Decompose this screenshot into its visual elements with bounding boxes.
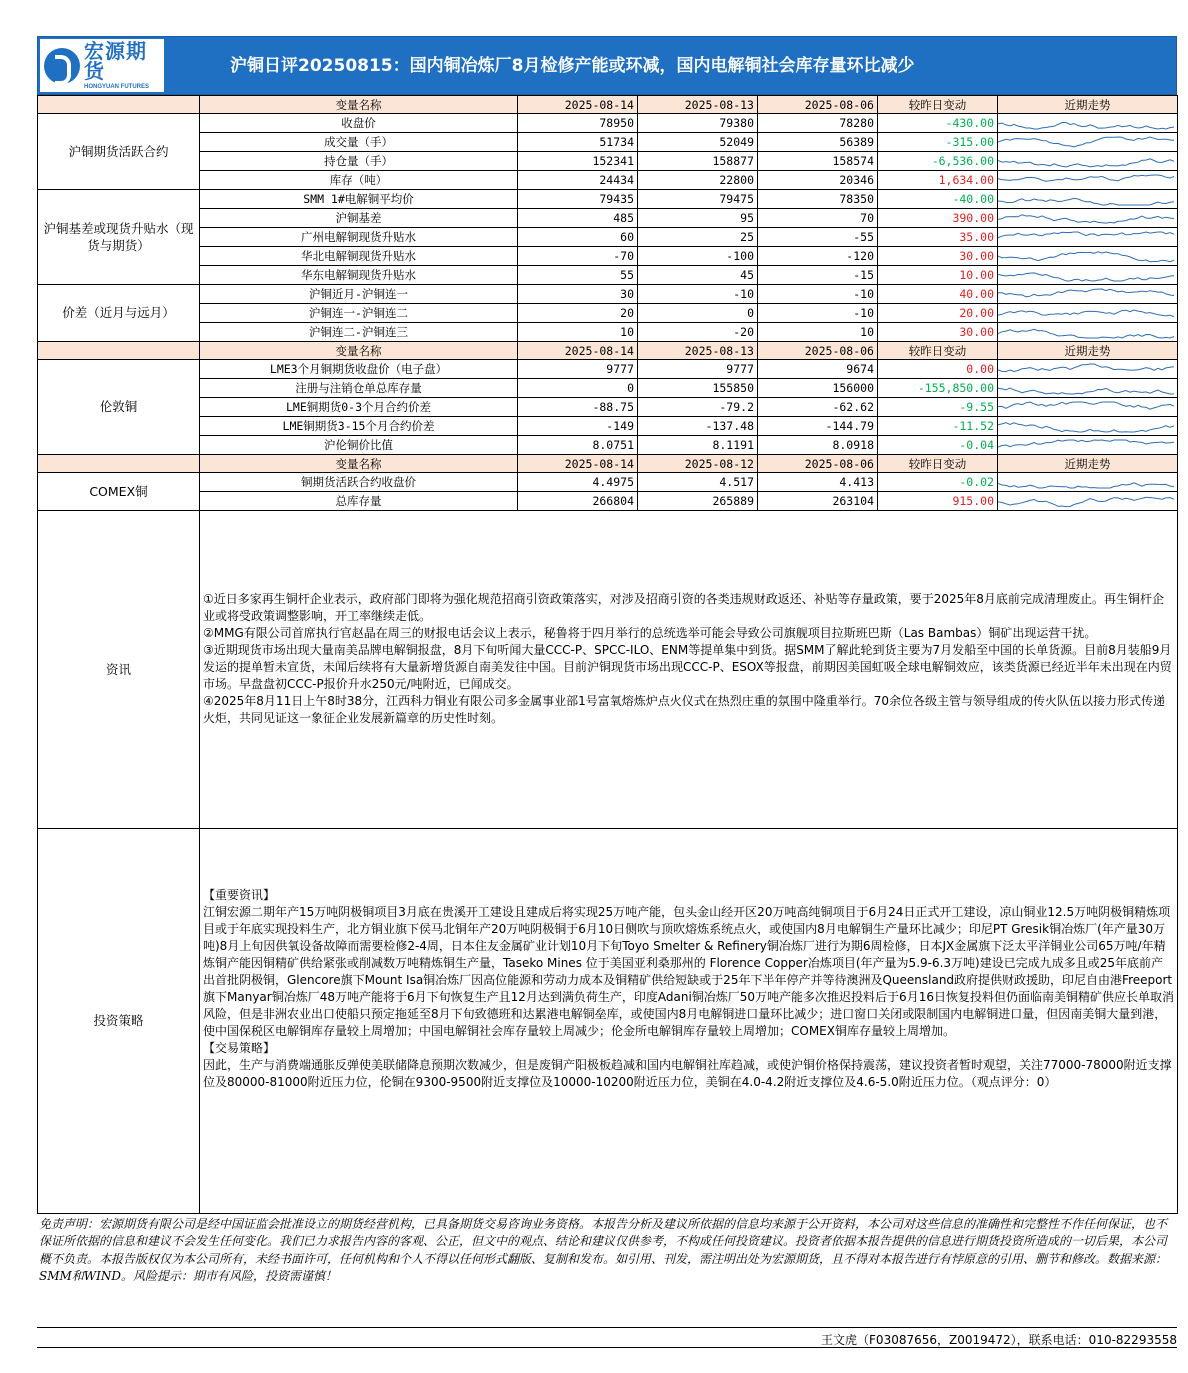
value-cell: 156000 (758, 379, 878, 398)
data-row (38, 152, 1178, 171)
trend-sparkline (998, 134, 1174, 151)
row-category: COMEX铜 (38, 473, 200, 511)
trend-cell (998, 492, 1178, 511)
value-cell: -120 (758, 247, 878, 266)
variable-name: 沪铜连二-沪铜连三 (200, 323, 518, 342)
change-cell: -430.00 (878, 114, 998, 133)
report-header (37, 36, 1177, 95)
data-table (37, 95, 1178, 1214)
variable-name: 沪铜连一-沪铜连二 (200, 304, 518, 323)
strategy-content (200, 829, 1178, 1214)
column-header: 2025-08-14 (518, 342, 638, 360)
logo-mark-icon (44, 48, 80, 84)
data-row (38, 247, 1178, 266)
data-row (38, 360, 1178, 379)
data-row (38, 473, 1178, 492)
company-logo (40, 39, 164, 92)
header-row (38, 342, 1178, 360)
trend-cell (998, 133, 1178, 152)
trend-sparkline (998, 172, 1174, 189)
variable-name: 注册与注销仓单总库存量 (200, 379, 518, 398)
change-cell: -0.02 (878, 473, 998, 492)
report-page (37, 36, 1177, 1348)
row-category: 伦敦铜 (38, 360, 200, 455)
value-cell: 51734 (518, 133, 638, 152)
header-blank (38, 342, 200, 360)
value-cell: 78950 (518, 114, 638, 133)
value-cell: 25 (638, 228, 758, 247)
data-row (38, 209, 1178, 228)
data-row (38, 379, 1178, 398)
column-header: 2025-08-13 (638, 96, 758, 114)
variable-name: LME3个月铜期货收盘价（电子盘） (200, 360, 518, 379)
value-cell: 0 (518, 379, 638, 398)
change-cell: 1,634.00 (878, 171, 998, 190)
data-row (38, 133, 1178, 152)
value-cell: -55 (758, 228, 878, 247)
value-cell: 485 (518, 209, 638, 228)
header-row (38, 96, 1178, 114)
column-header: 2025-08-14 (518, 96, 638, 114)
variable-name: 成交量（手） (200, 133, 518, 152)
news-item: ①近日多家再生铜杆企业表示，政府部门即将为强化规范招商引资政策落实，对涉及招商引资的各类违规财政返还、补贴等存量政策，要于2025年8月底前完成清理废止。再生铜杆企业或将受政策调整影响，开工率继续走低。 (203, 592, 1164, 623)
value-cell: -79.2 (638, 398, 758, 417)
value-cell: 79435 (518, 190, 638, 209)
trend-cell (998, 228, 1178, 247)
trend-sparkline (998, 361, 1174, 378)
value-cell: -137.48 (638, 417, 758, 436)
column-header: 近期走势 (998, 342, 1178, 360)
value-cell: 4.517 (638, 473, 758, 492)
value-cell: 10 (518, 323, 638, 342)
value-cell: 24434 (518, 171, 638, 190)
trend-cell (998, 114, 1178, 133)
news-item: ④2025年8月11日上午8时38分，江西科力铜业有限公司多金属事业部1号富氧熔炼炉点火仪式在热烈庄重的氛围中隆重举行。70余位各级主管与领导组成的传火队伍以接力形式传递火炬，共同见证这一象征企业发展新篇章的历史性时刻。 (203, 694, 1166, 725)
trend-sparkline (998, 191, 1174, 208)
author-contact: 王文虎（F03087656，Z0019472），联系电话：010-82293558 (37, 1328, 1177, 1348)
value-cell: 9777 (638, 360, 758, 379)
trend-sparkline (998, 153, 1174, 170)
variable-name: 收盘价 (200, 114, 518, 133)
value-cell: 263104 (758, 492, 878, 511)
data-row (38, 492, 1178, 511)
column-header: 2025-08-12 (638, 455, 758, 473)
news-item: ②MMG有限公司首席执行官赵晶在周三的财报电话会议上表示，秘鲁将于四月举行的总统选举可能会导致公司旗舰项目拉斯班巴斯（Las Bambas）铜矿出现运营干扰。 (203, 626, 1097, 640)
data-row (38, 266, 1178, 285)
trend-sparkline (998, 286, 1174, 303)
strategy-heading-news: 【重要资讯】 (203, 888, 276, 902)
change-cell: -9.55 (878, 398, 998, 417)
strategy-news-body: 江铜宏源二期年产15万吨阴极铜项目3月底在贵溪开工建设且建成后将实现25万吨产能，包头金山经开区20万吨高纯铜项目于6月24日正式开工建设，凉山铜业12.5万吨阴极铜精炼项目或于年底实现投料生产，北方铜业旗下侯马北铜年产20万吨阴极铜于6月10日侧吹与顶吹熔炼系统点火，或使国内8月电解铜生产量环比减少；印尼PT Gresik铜冶炼厂(年产量30万吨)8月上旬因供氧设备故障而需要检修2-4周，日本住友金属矿业计划10月下旬Toyo Smelter & Refinery铜冶炼厂进行为期6周检修，日本JX金属旗下泛太平洋铜业公司65万吨/年精炼铜产能因铜精矿供给紧张或削减数万吨精炼铜生产量，Taseko Mines 位于美国亚利桑那州的 Florence Copper冶炼项目(年产量为5.9-6.3万吨)建设已完成九成多且或25年底前产出首批阴极铜，Glencore旗下Mount Isa铜冶炼厂因高位能源和劳动力成本及铜精矿供给短缺或于25年下半年停产并等待澳洲及Queensland政府提供财政援助，印尼自由港Freeport旗下Manyar铜冶炼厂48万吨产能将于6月下旬恢复生产且12月达到满负荷生产，印度Adani铜冶炼厂50万吨产能多次推迟投料后于6月16日恢复投料但仍面临南美铜精矿供应长单取消风险，但是非洲农业出口使船只预定拖延至8月下旬致德班和达累港电解铜垒库，或使国内8月电解铜进口量环比减少；进口窗口关闭或限制国内电解铜进口量，但因南美铜大量到港，使中国保税区电解铜库存量较上周增加；中国电解铜社会库存量较上周减少；伦金所电解铜库存量较上周增加；COMEX铜库存量较上周增加。 (203, 905, 1174, 1038)
change-cell: -0.04 (878, 436, 998, 455)
trend-cell (998, 285, 1178, 304)
data-row (38, 190, 1178, 209)
column-header: 2025-08-06 (758, 96, 878, 114)
row-category: 沪铜基差或现货升贴水（现货与期货） (38, 190, 200, 285)
change-cell: 390.00 (878, 209, 998, 228)
value-cell: 152341 (518, 152, 638, 171)
variable-name: 广州电解铜现货升贴水 (200, 228, 518, 247)
variable-name: 沪伦铜价比值 (200, 436, 518, 455)
column-header: 变量名称 (200, 96, 518, 114)
news-content (200, 511, 1178, 829)
trend-cell (998, 360, 1178, 379)
value-cell: -10 (758, 304, 878, 323)
trend-sparkline (998, 437, 1174, 454)
column-header: 2025-08-14 (518, 455, 638, 473)
value-cell: 4.413 (758, 473, 878, 492)
logo-name-cn: 宏源期货 (84, 39, 147, 83)
data-row (38, 114, 1178, 133)
value-cell: -10 (638, 285, 758, 304)
value-cell: 78350 (758, 190, 878, 209)
trend-sparkline (998, 248, 1174, 265)
data-row (38, 417, 1178, 436)
column-header: 近期走势 (998, 455, 1178, 473)
value-cell: 20 (518, 304, 638, 323)
value-cell: 265889 (638, 492, 758, 511)
variable-name: SMM 1#电解铜平均价 (200, 190, 518, 209)
value-cell: 158574 (758, 152, 878, 171)
data-row (38, 228, 1178, 247)
trend-sparkline (998, 305, 1174, 322)
change-cell: 10.00 (878, 266, 998, 285)
column-header: 较昨日变动 (878, 342, 998, 360)
trend-cell (998, 266, 1178, 285)
value-cell: 9777 (518, 360, 638, 379)
disclaimer: 免责声明：宏源期货有限公司是经中国证监会批准设立的期货经营机构，已具备期货交易咨询业务资格。本报告分析及建议所依据的信息均来源于公开资料，本公司对这些信息的准确性和完整性不作任何保证，也不保证所依据的信息和建议不会发生任何变化。我们已力求报告内容的客观、公正，但文中的观点、结论和建议仅供参考，不构成任何投资建议。投资者依据本报告提供的信息进行期货投资所造成的一切后果，本公司概不负责。本报告版权仅为本公司所有，未经书面许可，任何机构和个人不得以任何形式翻版、复制和发布。如引用、刊发，需注明出处为宏源期货，且不得对本报告进行有悖原意的引用、删节和修改。数据来源：SMM和WIND。风险提示：期市有风险，投资需谨慎！ (37, 1214, 1177, 1328)
trend-sparkline (998, 418, 1174, 435)
variable-name: 持仓量（手） (200, 152, 518, 171)
value-cell: 78280 (758, 114, 878, 133)
trend-sparkline (998, 210, 1174, 227)
header-blank (38, 455, 200, 473)
logo-name-en: HONGYUAN FUTURES (84, 84, 150, 90)
value-cell: -15 (758, 266, 878, 285)
value-cell: -144.79 (758, 417, 878, 436)
value-cell: 52049 (638, 133, 758, 152)
change-cell: 915.00 (878, 492, 998, 511)
column-header: 变量名称 (200, 342, 518, 360)
trend-cell (998, 398, 1178, 417)
change-cell: 35.00 (878, 228, 998, 247)
trend-sparkline (998, 474, 1174, 491)
row-category: 沪铜期货活跃合约 (38, 114, 200, 190)
column-header: 2025-08-06 (758, 342, 878, 360)
value-cell: 22800 (638, 171, 758, 190)
value-cell: 30 (518, 285, 638, 304)
value-cell: 8.0751 (518, 436, 638, 455)
value-cell: -70 (518, 247, 638, 266)
value-cell: 8.0918 (758, 436, 878, 455)
row-category: 价差（近月与远月） (38, 285, 200, 342)
value-cell: 95 (638, 209, 758, 228)
variable-name: 华北电解铜现货升贴水 (200, 247, 518, 266)
value-cell: -88.75 (518, 398, 638, 417)
change-cell: 20.00 (878, 304, 998, 323)
variable-name: 总库存量 (200, 492, 518, 511)
data-row (38, 171, 1178, 190)
value-cell: -62.62 (758, 398, 878, 417)
value-cell: 55 (518, 266, 638, 285)
news-item: ③近期现货市场出现大量南美品牌电解铜报盘，8月下旬听闻大量CCC-P、SPCC-ILO、ENM等提单集中到货。据SMM了解此轮到货主要为7月发船至中国的长单货源。目前8月装船9月发运的提单暂未宣货，未闻后续将有大量新增货源自南美发往中国。目前沪铜现货市场出现CCC-P、ESOX等报盘，前期因美国虹吸全球电解铜效应，该类货源已经近半年未出现在内贸市场。早盘盘初CCC-P报价升水250元/吨附近，已闻成交。 (203, 643, 1172, 691)
change-cell: -155,850.00 (878, 379, 998, 398)
change-cell: 0.00 (878, 360, 998, 379)
trend-cell (998, 171, 1178, 190)
variable-name: 沪铜近月-沪铜连一 (200, 285, 518, 304)
column-header: 较昨日变动 (878, 455, 998, 473)
value-cell: 79380 (638, 114, 758, 133)
trend-cell (998, 304, 1178, 323)
trend-cell (998, 417, 1178, 436)
value-cell: 70 (758, 209, 878, 228)
change-cell: 30.00 (878, 323, 998, 342)
value-cell: 158877 (638, 152, 758, 171)
variable-name: LME铜期货0-3个月合约价差 (200, 398, 518, 417)
value-cell: -149 (518, 417, 638, 436)
data-row (38, 323, 1178, 342)
trend-cell (998, 323, 1178, 342)
trend-cell (998, 436, 1178, 455)
change-cell: -11.52 (878, 417, 998, 436)
trend-sparkline (998, 493, 1174, 510)
value-cell: 20346 (758, 171, 878, 190)
trend-sparkline (998, 267, 1174, 284)
value-cell: 0 (638, 304, 758, 323)
value-cell: 10 (758, 323, 878, 342)
column-header: 2025-08-13 (638, 342, 758, 360)
value-cell: 266804 (518, 492, 638, 511)
change-cell: 40.00 (878, 285, 998, 304)
trend-sparkline (998, 324, 1174, 341)
strategy-heading-trade: 【交易策略】 (203, 1041, 276, 1055)
value-cell: -20 (638, 323, 758, 342)
header-blank (38, 96, 200, 114)
change-cell: -6,536.00 (878, 152, 998, 171)
column-header: 2025-08-06 (758, 455, 878, 473)
value-cell: 56389 (758, 133, 878, 152)
trend-sparkline (998, 380, 1174, 397)
change-cell: -40.00 (878, 190, 998, 209)
strategy-label: 投资策略 (38, 829, 200, 1214)
trend-cell (998, 190, 1178, 209)
header-row (38, 455, 1178, 473)
trend-cell (998, 379, 1178, 398)
value-cell: 9674 (758, 360, 878, 379)
data-row (38, 398, 1178, 417)
data-row (38, 304, 1178, 323)
data-row (38, 285, 1178, 304)
trend-cell (998, 152, 1178, 171)
report-title: 沪铜日评20250815：国内铜冶炼厂8月检修产能或环减，国内电解铜社会库存量环比减少 (230, 56, 915, 76)
value-cell: 79475 (638, 190, 758, 209)
news-label: 资讯 (38, 511, 200, 829)
variable-name: LME铜期货3-15个月合约价差 (200, 417, 518, 436)
strategy-trade-body: 因此，生产与消费端通胀反弹使美联储降息预期次数减少，但是废铜产阳极板趋减和国内电解铜社库趋减，或使沪铜价格保持震荡，建议投资者暂时观望，关注77000-78000附近支撑位及80000-81000附近压力位，伦铜在9300-9500附近支撑位及10000-10200附近压力位，美铜在4.0-4.2附近支撑位及4.6-5.0附近压力位。（观点评分：0） (203, 1058, 1172, 1089)
value-cell: -10 (758, 285, 878, 304)
value-cell: 155850 (638, 379, 758, 398)
change-cell: -315.00 (878, 133, 998, 152)
trend-cell (998, 247, 1178, 266)
data-row (38, 436, 1178, 455)
value-cell: 60 (518, 228, 638, 247)
value-cell: 4.4975 (518, 473, 638, 492)
trend-sparkline (998, 115, 1174, 132)
variable-name: 沪铜基差 (200, 209, 518, 228)
variable-name: 华东电解铜现货升贴水 (200, 266, 518, 285)
change-cell: 30.00 (878, 247, 998, 266)
value-cell: -100 (638, 247, 758, 266)
column-header: 变量名称 (200, 455, 518, 473)
value-cell: 8.1191 (638, 436, 758, 455)
trend-sparkline (998, 399, 1174, 416)
trend-cell (998, 473, 1178, 492)
column-header: 近期走势 (998, 96, 1178, 114)
value-cell: 45 (638, 266, 758, 285)
column-header: 较昨日变动 (878, 96, 998, 114)
variable-name: 库存（吨） (200, 171, 518, 190)
trend-cell (998, 209, 1178, 228)
variable-name: 铜期货活跃合约收盘价 (200, 473, 518, 492)
trend-sparkline (998, 229, 1174, 246)
